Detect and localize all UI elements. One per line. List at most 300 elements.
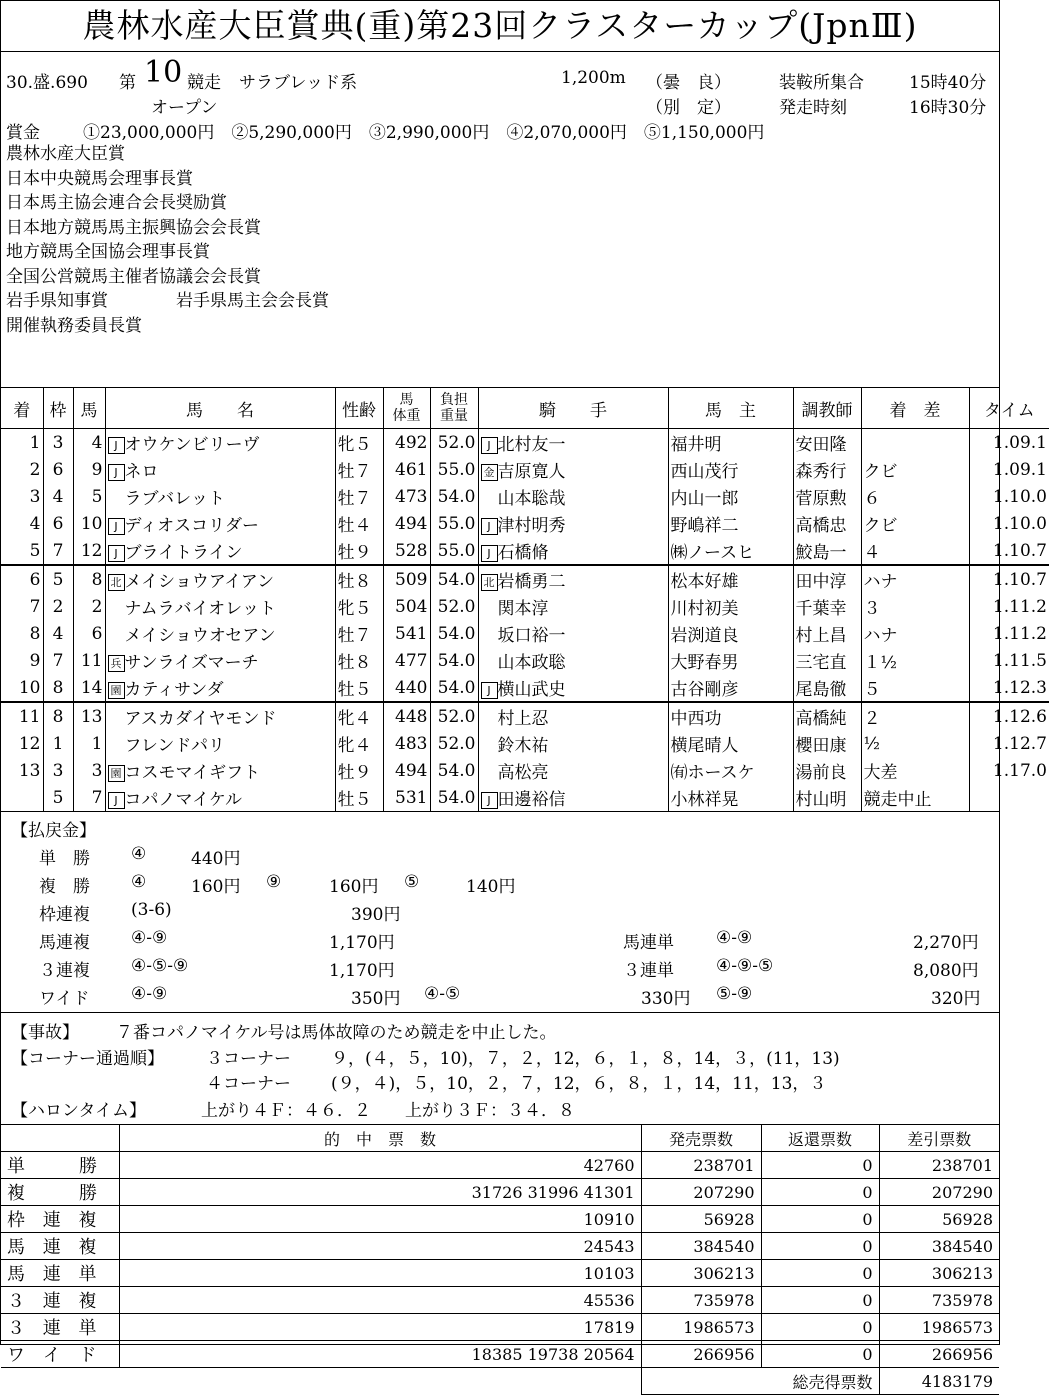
result-rank: 12	[18, 733, 41, 754]
result-time: 1.10.0	[969, 510, 1049, 537]
result-frame: 6	[43, 456, 73, 483]
result-row	[1, 456, 1049, 483]
race-weather: （曇 良）	[646, 73, 731, 93]
result-row	[1, 730, 1049, 757]
result-burden: 52.0	[430, 429, 478, 457]
fukusho-combo-3: ⑤	[404, 872, 420, 892]
result-rank: 8	[29, 623, 41, 644]
result-weight: 440	[383, 674, 430, 702]
result-jockey	[478, 510, 668, 537]
result-burden: 55.0	[430, 456, 478, 483]
result-time: 1.11.2	[969, 593, 1049, 620]
result-owner: 野嶋祥二	[668, 510, 793, 537]
result-burden: 52.0	[430, 730, 478, 757]
result-trainer: 鮫島一	[793, 537, 861, 565]
result-owner: 松本好雄	[668, 565, 793, 593]
votes-hits: 45536	[119, 1287, 641, 1314]
jockey-name: 関本淳	[497, 599, 549, 619]
votes-hits: 18385 19738 20564	[119, 1341, 641, 1368]
fukusho-amount-3: 140円	[466, 877, 516, 897]
result-burden: 55.0	[430, 537, 478, 565]
result-num: 10	[73, 510, 105, 537]
result-row	[1, 510, 1049, 537]
result-jockey	[478, 565, 668, 593]
corner-furlong-section	[1, 1066, 999, 1124]
result-name	[105, 593, 335, 620]
result-frame: 8	[43, 702, 73, 730]
result-owner: ㈱ノースヒ	[668, 537, 793, 565]
votes-refund: 0	[761, 1314, 879, 1341]
result-jockey	[478, 674, 668, 702]
horse-name: サンライズマーチ	[124, 653, 259, 673]
fukusho-amount-2: 160円	[329, 877, 379, 897]
result-time: 1.10.0	[969, 483, 1049, 510]
result-trainer: 田中淳	[793, 565, 861, 593]
result-margin: ４	[861, 537, 969, 565]
sanrentan-combo: ④-⑨-⑤	[716, 956, 774, 976]
wide-amount-3: 320円	[931, 989, 981, 1009]
votes-refund: 0	[761, 1233, 879, 1260]
result-sexage: 牡７	[335, 456, 383, 483]
result-weight: 483	[383, 730, 430, 757]
result-frame: 4	[43, 483, 73, 510]
votes-sold: 207290	[641, 1179, 761, 1206]
result-num: 13	[73, 702, 105, 730]
votes-total-row	[1, 1368, 999, 1395]
horse-name: アスカダイヤモンド	[124, 709, 277, 729]
horse-name: オウケンビリーヴ	[124, 435, 260, 455]
jockey-mark-badge: 金	[481, 464, 498, 481]
votes-type: 馬 連 単	[1, 1260, 119, 1287]
votes-row	[1, 1179, 999, 1206]
result-rank: 2	[29, 459, 41, 480]
result-jockey	[478, 730, 668, 757]
award-item: 農林水産大臣賞	[6, 144, 125, 164]
results-header-row	[1, 388, 1049, 429]
result-burden: 52.0	[430, 702, 478, 730]
votes-row	[1, 1341, 999, 1368]
jockey-name: 山本聡哉	[497, 489, 566, 509]
race-weight-rule: （別 定）	[646, 98, 731, 118]
votes-type: 馬 連 複	[1, 1233, 119, 1260]
votes-row	[1, 1287, 999, 1314]
result-sexage: 牡８	[335, 565, 383, 593]
result-frame: 6	[43, 510, 73, 537]
result-weight: 531	[383, 784, 430, 811]
result-weight: 448	[383, 702, 430, 730]
fukusho-amount-1: 160円	[191, 877, 241, 897]
result-jockey	[478, 429, 668, 457]
result-time: 1.11.2	[969, 620, 1049, 647]
result-num: 7	[73, 784, 105, 811]
furlong-text: 上がり４Ｆ：４６．２ 上がり３Ｆ：３４．８	[201, 1101, 575, 1121]
umatan-amount: 2,270円	[913, 933, 979, 953]
result-jockey	[478, 702, 668, 730]
result-trainer: 村上昌	[793, 620, 861, 647]
votes-net: 207290	[879, 1179, 999, 1206]
votes-net: 384540	[879, 1233, 999, 1260]
votes-refund: 0	[761, 1179, 879, 1206]
col-rank: 着	[1, 388, 43, 429]
jockey-name: 吉原寛人	[497, 462, 566, 482]
votes-row	[1, 1152, 999, 1179]
result-margin: ½	[861, 730, 969, 757]
fukusho-combo-2: ⑨	[266, 872, 282, 892]
result-row	[1, 565, 1049, 593]
wakuren-amount: 390円	[351, 905, 401, 925]
fukusho-combo-1: ④	[131, 872, 147, 892]
result-rank: 9	[29, 650, 41, 671]
votes-refund: 0	[761, 1152, 879, 1179]
result-trainer: 安田隆	[793, 429, 861, 457]
votes-net: 266956	[879, 1341, 999, 1368]
jockey-name: 鈴木祐	[497, 736, 549, 756]
result-sexage: 牡５	[335, 674, 383, 702]
result-burden: 55.0	[430, 510, 478, 537]
result-margin: ハナ	[861, 620, 969, 647]
votes-hits: 24543	[119, 1233, 641, 1260]
result-rank: 13	[18, 760, 41, 781]
votes-net-header: 差引票数	[879, 1125, 999, 1152]
result-trainer: 森秀行	[793, 456, 861, 483]
result-name	[105, 757, 335, 784]
result-frame: 7	[43, 647, 73, 674]
result-row	[1, 702, 1049, 730]
result-burden: 54.0	[430, 674, 478, 702]
umaren-amount: 1,170円	[329, 933, 395, 953]
votes-net: 1986573	[879, 1314, 999, 1341]
col-jockey: 騎 手	[478, 388, 668, 429]
votes-sold: 266956	[641, 1341, 761, 1368]
results-table	[1, 388, 1049, 811]
wide-label: ワイド	[39, 989, 90, 1009]
result-name	[105, 674, 335, 702]
horse-mark-badge: J	[108, 792, 125, 809]
sanrenpuku-amount: 1,170円	[329, 961, 395, 981]
result-name	[105, 784, 335, 811]
votes-type: 枠 連 複	[1, 1206, 119, 1233]
col-burden: 負担 重量	[430, 388, 478, 429]
result-owner: 川村初美	[668, 593, 793, 620]
result-time: 1.10.7	[969, 565, 1049, 593]
result-sexage: 牡７	[335, 483, 383, 510]
votes-type: ワ イ ド	[1, 1341, 119, 1368]
result-burden: 52.0	[430, 593, 478, 620]
horse-mark-badge: J	[108, 545, 125, 562]
col-owner: 馬 主	[668, 388, 793, 429]
result-margin: ハナ	[861, 565, 969, 593]
col-sexage: 性齢	[335, 388, 383, 429]
fukusho-label: 複 勝	[39, 877, 90, 897]
result-row	[1, 674, 1049, 702]
horse-name: メイショウオセアン	[124, 626, 276, 646]
tansho-label: 単 勝	[39, 849, 90, 869]
result-trainer: 村山明	[793, 784, 861, 811]
race-number: 10	[144, 55, 183, 90]
result-frame: 8	[43, 674, 73, 702]
result-name	[105, 483, 335, 510]
result-weight: 528	[383, 537, 430, 565]
result-frame: 1	[43, 730, 73, 757]
result-name	[105, 702, 335, 730]
result-num: 2	[73, 593, 105, 620]
result-burden: 54.0	[430, 483, 478, 510]
votes-sold-header: 発売票数	[641, 1125, 761, 1152]
col-name: 馬 名	[105, 388, 335, 429]
wakuren-combo: (3-6)	[131, 900, 172, 920]
race-class: オープン	[151, 98, 218, 118]
race-code: 30.盛.690	[6, 73, 88, 93]
result-owner: 横尾晴人	[668, 730, 793, 757]
votes-row	[1, 1260, 999, 1287]
result-num: 6	[73, 620, 105, 647]
horse-name: コスモマイギフト	[124, 763, 261, 783]
jockey-name: 津村明秀	[497, 516, 566, 536]
result-row	[1, 784, 1049, 811]
result-jockey	[478, 456, 668, 483]
start-label: 発走時刻	[779, 98, 847, 118]
result-row	[1, 537, 1049, 565]
result-jockey	[478, 757, 668, 784]
wide-amount-2: 330円	[641, 989, 691, 1009]
result-owner: ㈲ホースケ	[668, 757, 793, 784]
horse-mark-badge: J	[108, 518, 125, 535]
result-frame: 3	[43, 429, 73, 457]
payout-section	[1, 811, 999, 1069]
result-rank: 5	[29, 540, 41, 561]
result-frame: 5	[43, 565, 73, 593]
result-owner: 福井明	[668, 429, 793, 457]
incident-text: ７番コパノマイケル号は馬体故障のため競走を中止した。	[116, 1023, 557, 1043]
result-num: 5	[73, 483, 105, 510]
votes-hits: 42760	[119, 1152, 641, 1179]
votes-row	[1, 1233, 999, 1260]
jockey-mark-badge: J	[481, 437, 498, 454]
result-weight: 509	[383, 565, 430, 593]
wide-combo-1: ④-⑨	[131, 984, 168, 1004]
result-trainer: 高橋忠	[793, 510, 861, 537]
votes-sold: 735978	[641, 1287, 761, 1314]
result-rank: 4	[29, 513, 41, 534]
race-breed: サラブレッド系	[239, 73, 358, 93]
result-row	[1, 429, 1049, 457]
result-jockey	[478, 483, 668, 510]
votes-hits: 31726 31996 41301	[119, 1179, 641, 1206]
horse-mark-badge: 園	[108, 765, 125, 782]
jockey-mark-badge: J	[481, 792, 498, 809]
corner-label: 【コーナー通過順】	[11, 1049, 164, 1069]
result-owner: 内山一郎	[668, 483, 793, 510]
sanrentan-amount: 8,080円	[913, 961, 979, 981]
result-name	[105, 456, 335, 483]
result-num: 9	[73, 456, 105, 483]
sanrenpuku-combo: ④-⑤-⑨	[131, 956, 189, 976]
result-time: 1.12.6	[969, 702, 1049, 730]
result-name	[105, 429, 335, 457]
result-rank: 11	[1, 702, 43, 730]
race-title: 農林水産大臣賞典(重)第23回クラスターカップ(JpnⅢ)	[1, 1, 999, 52]
jockey-name: 坂口裕一	[497, 626, 566, 646]
corner4-label: ４コーナー	[206, 1074, 291, 1094]
votes-type-header	[1, 1125, 119, 1152]
horse-name: フレンドパリ	[124, 736, 226, 756]
corner3-label: ３コーナー	[206, 1049, 291, 1069]
votes-sold: 306213	[641, 1260, 761, 1287]
votes-net: 306213	[879, 1260, 999, 1287]
result-trainer: 菅原勲	[793, 483, 861, 510]
votes-hits-header: 的 中 票 数	[119, 1125, 641, 1152]
award-item: 日本馬主協会連合会長奨励賞	[6, 193, 227, 213]
result-rank: 7	[29, 596, 41, 617]
award-item: 開催執務委員長賞	[6, 315, 142, 336]
jockey-name: 石橋脩	[497, 543, 549, 563]
jockey-name: 北村友一	[497, 435, 566, 455]
votes-net: 238701	[879, 1152, 999, 1179]
result-row	[1, 757, 1049, 784]
jockey-mark-badge: 北	[481, 574, 498, 591]
votes-net: 56928	[879, 1206, 999, 1233]
result-row	[1, 483, 1049, 510]
result-burden: 54.0	[430, 784, 478, 811]
result-num: 14	[73, 674, 105, 702]
result-rank: 1	[29, 432, 41, 453]
result-rank	[1, 784, 43, 811]
result-time	[969, 784, 1049, 811]
col-weight: 馬 体重	[383, 388, 430, 429]
result-frame: 2	[43, 593, 73, 620]
votes-sold: 1986573	[641, 1314, 761, 1341]
award-item: 地方競馬全国協会理事長賞	[6, 242, 210, 262]
result-num: 3	[73, 757, 105, 784]
horse-mark-badge: 北	[108, 574, 125, 591]
result-sexage: 牡９	[335, 537, 383, 565]
result-weight: 504	[383, 593, 430, 620]
result-burden: 54.0	[430, 620, 478, 647]
result-owner: 大野春男	[668, 647, 793, 674]
col-trainer: 調教師	[793, 388, 861, 429]
jockey-mark-badge: J	[481, 518, 498, 535]
total-label: 総売得票数	[641, 1368, 879, 1395]
award-item: 全国公営競馬主催者協議会会長賞	[6, 266, 261, 287]
votes-row	[1, 1314, 999, 1341]
umaren-label: 馬連複	[39, 933, 90, 953]
sanrenpuku-label: ３連複	[39, 961, 90, 981]
result-margin: クビ	[861, 456, 969, 483]
votes-refund: 0	[761, 1287, 879, 1314]
votes-type: 複 勝	[1, 1179, 119, 1206]
result-time: 1.11.5	[969, 647, 1049, 674]
horse-mark-badge: J	[108, 464, 125, 481]
result-jockey	[478, 647, 668, 674]
race-header	[1, 52, 999, 388]
total-value: 4183179	[879, 1368, 999, 1395]
result-owner: 西山茂行	[668, 456, 793, 483]
result-time: 1.12.3	[969, 674, 1049, 702]
race-dai: 第	[119, 73, 136, 93]
result-weight: 541	[383, 620, 430, 647]
votes-sold: 56928	[641, 1206, 761, 1233]
votes-refund-header: 返還票数	[761, 1125, 879, 1152]
umatan-label: 馬連単	[623, 933, 674, 953]
result-num: 4	[73, 429, 105, 457]
furlong-label: 【ハロンタイム】	[11, 1101, 146, 1121]
result-row	[1, 620, 1049, 647]
votes-row	[1, 1206, 999, 1233]
result-trainer: 千葉幸	[793, 593, 861, 620]
horse-name: ナムラバイオレット	[124, 599, 276, 619]
wide-combo-3: ⑤-⑨	[716, 984, 753, 1004]
tansho-combo: ④	[131, 844, 147, 864]
result-sexage: 牡７	[335, 620, 383, 647]
result-jockey	[478, 537, 668, 565]
votes-refund: 0	[761, 1260, 879, 1287]
result-frame: 7	[43, 537, 73, 565]
result-margin: １½	[861, 647, 969, 674]
votes-table	[1, 1124, 999, 1395]
result-burden: 54.0	[430, 647, 478, 674]
result-time: 1.17.0	[969, 757, 1049, 784]
wide-amount-1: 350円	[351, 989, 401, 1009]
votes-hits: 10910	[119, 1206, 641, 1233]
paddock-label: 装鞍所集合	[779, 73, 864, 93]
result-name	[105, 620, 335, 647]
votes-type: 単 勝	[1, 1152, 119, 1179]
result-sexage: 牡９	[335, 757, 383, 784]
result-owner: 古谷剛彦	[668, 674, 793, 702]
horse-name: ディオスコリダー	[124, 516, 259, 536]
result-name	[105, 730, 335, 757]
horse-mark-badge: 兵	[108, 655, 125, 672]
horse-mark-badge: 園	[108, 682, 125, 699]
jockey-name: 田邊裕信	[497, 790, 566, 810]
result-num: 11	[73, 647, 105, 674]
result-row	[1, 593, 1049, 620]
award-list	[6, 142, 329, 338]
result-sexage: 牝４	[335, 730, 383, 757]
award-item: 日本中央競馬会理事長賞	[6, 168, 193, 189]
votes-header-row	[1, 1125, 999, 1152]
result-sexage: 牝４	[335, 702, 383, 730]
jockey-name: 高松亮	[497, 763, 549, 783]
votes-hits: 17819	[119, 1314, 641, 1341]
start-time: 16時30分	[909, 98, 987, 118]
col-num: 馬	[73, 388, 105, 429]
result-frame: 5	[43, 784, 73, 811]
col-time: タイム	[969, 388, 1049, 429]
result-trainer: 櫻田康	[793, 730, 861, 757]
result-sexage: 牡８	[335, 647, 383, 674]
tansho-amount: 440円	[191, 849, 241, 869]
votes-refund: 0	[761, 1341, 879, 1368]
horse-name: ブライトライン	[124, 543, 243, 563]
jockey-name: 横山武史	[497, 680, 566, 700]
race-distance: 1,200m	[561, 68, 626, 88]
umatan-combo: ④-⑨	[716, 928, 753, 948]
result-margin: クビ	[861, 510, 969, 537]
result-name	[105, 565, 335, 593]
result-margin: 競走中止	[861, 784, 969, 811]
result-burden: 54.0	[430, 565, 478, 593]
col-margin: 着 差	[861, 388, 969, 429]
payout-label: 【払戻金】	[11, 821, 96, 841]
result-weight: 473	[383, 483, 430, 510]
votes-sold: 384540	[641, 1233, 761, 1260]
result-trainer: 尾島徹	[793, 674, 861, 702]
votes-hits: 10103	[119, 1260, 641, 1287]
result-sexage: 牡５	[335, 784, 383, 811]
incident-label: 【事故】	[11, 1023, 79, 1043]
result-time: 1.09.1	[969, 429, 1049, 457]
